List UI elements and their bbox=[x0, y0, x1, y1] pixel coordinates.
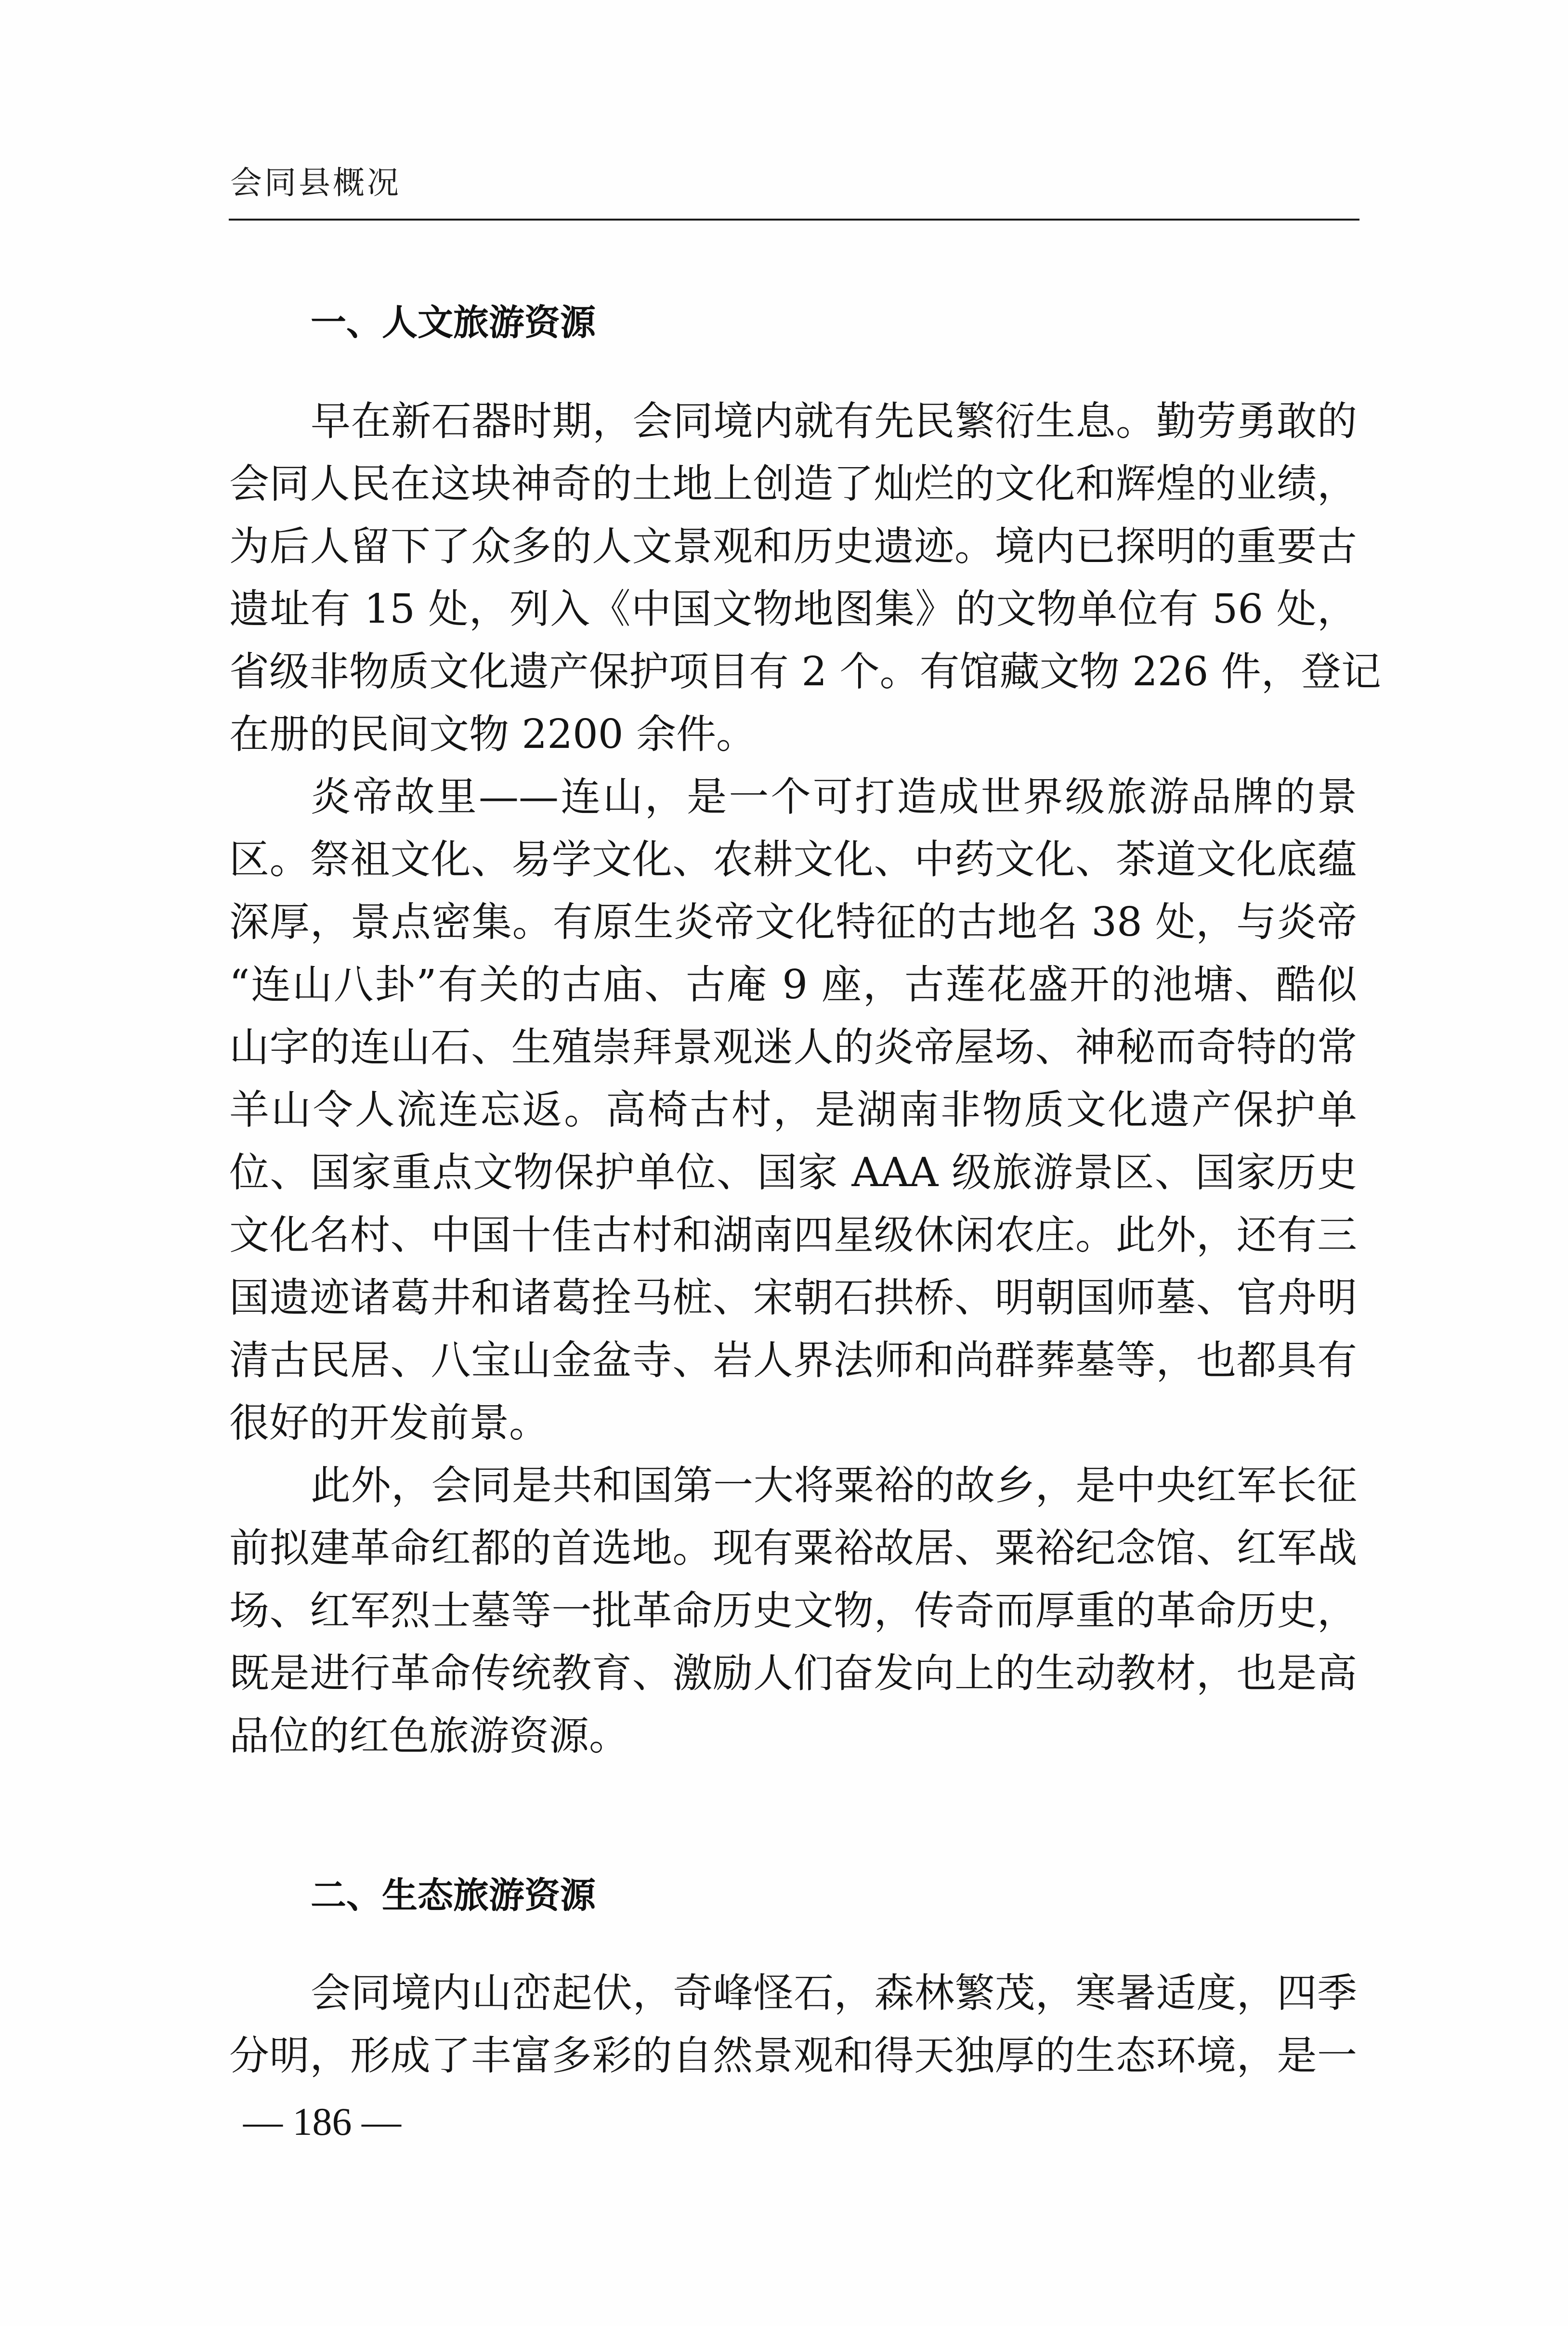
section-heading-cultural: 一、人文旅游资源 bbox=[311, 302, 596, 343]
text-line: 此外，会同是共和国第一大将粟裕的故乡，是中央红军长征 bbox=[311, 1462, 1357, 1509]
page-number: — 186 — bbox=[243, 2100, 401, 2143]
text-line: 为后人留下了众多的人文景观和历史遗迹。境内已探明的重要古 bbox=[229, 523, 1357, 570]
text-line: “连山八卦”有关的古庙、古庵 9 座，古莲花盛开的池塘、酷似 bbox=[229, 961, 1357, 1008]
running-head: 会同县概况 bbox=[230, 164, 401, 201]
section-heading-ecological: 二、生态旅游资源 bbox=[311, 1875, 596, 1916]
text-line: 会同境内山峦起伏，奇峰怪石，森林繁茂，寒暑适度，四季 bbox=[311, 1970, 1357, 2016]
text-line: 场、红军烈士墓等一批革命历史文物，传奇而厚重的革命历史， bbox=[229, 1587, 1357, 1634]
text-line: 炎帝故里——连山，是一个可打造成世界级旅游品牌的景 bbox=[311, 773, 1357, 820]
text-line: 品位的红色旅游资源。 bbox=[229, 1712, 629, 1759]
header-rule bbox=[229, 219, 1359, 221]
text-line: 文化名村、中国十佳古村和湖南四星级休闲农庄。此外，还有三 bbox=[229, 1212, 1357, 1258]
text-line: 深厚，景点密集。有原生炎帝文化特征的古地名 38 处，与炎帝 bbox=[229, 899, 1357, 945]
text-line: 位、国家重点文物保护单位、国家 AAA 级旅游景区、国家历史 bbox=[229, 1149, 1357, 1196]
text-line: 既是进行革命传统教育、激励人们奋发向上的生动教材，也是高 bbox=[229, 1650, 1357, 1697]
text-line: 早在新石器时期，会同境内就有先民繁衍生息。勤劳勇敢的 bbox=[311, 398, 1357, 444]
text-line: 遗址有 15 处，列入《中国文物地图集》的文物单位有 56 处， bbox=[229, 586, 1357, 632]
text-line: 前拟建革命红都的首选地。现有粟裕故居、粟裕纪念馆、红军战 bbox=[229, 1525, 1357, 1571]
text-line: 国遗迹诸葛井和诸葛拴马桩、宋朝石拱桥、明朝国师墓、官舟明 bbox=[229, 1274, 1357, 1321]
text-line: 山字的连山石、生殖崇拜景观迷人的炎帝屋场、神秘而奇特的常 bbox=[229, 1024, 1357, 1071]
text-line: 在册的民间文物 2200 余件。 bbox=[229, 711, 756, 758]
text-line: 分明，形成了丰富多彩的自然景观和得天独厚的生态环境，是一 bbox=[229, 2032, 1357, 2079]
text-line: 很好的开发前景。 bbox=[229, 1399, 549, 1446]
text-line: 羊山令人流连忘返。高椅古村，是湖南非物质文化遗产保护单 bbox=[229, 1086, 1357, 1133]
text-line: 会同人民在这块神奇的土地上创造了灿烂的文化和辉煌的业绩， bbox=[229, 460, 1357, 507]
text-line: 省级非物质文化遗产保护项目有 2 个。有馆藏文物 226 件，登记 bbox=[229, 648, 1381, 695]
text-line: 区。祭祖文化、易学文化、农耕文化、中药文化、茶道文化底蕴 bbox=[229, 836, 1357, 883]
text-line: 清古民居、八宝山金盆寺、岩人界法师和尚群葬墓等，也都具有 bbox=[229, 1337, 1357, 1384]
